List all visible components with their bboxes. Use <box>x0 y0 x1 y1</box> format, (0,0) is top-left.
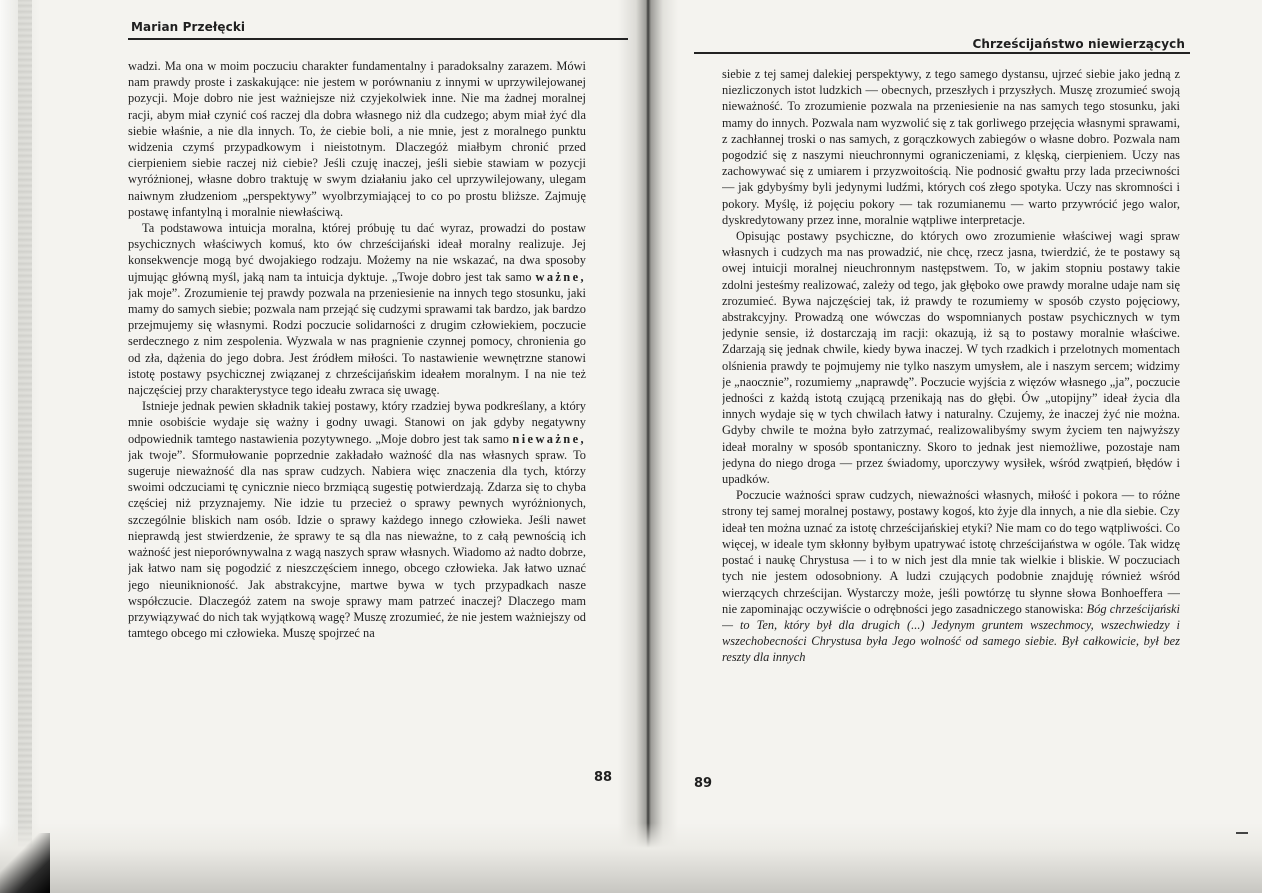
text-run: Ta podstawowa intuicja moralna, której próbuję tu dać wyraz, prowadzi do postaw psychicznych właściwych komuś, kto ów chrześcijański ideał moralny realizuje. Jej konsekwencje mogą być dwojakiego rodzaju. Możemy na nie wskazać, na dwa sposoby ujmując główną myśl, jaką nam ta intuicja dyktuje. „Twoje dobro jest tak samo <box>128 221 586 284</box>
text-run: jak moje”. Zrozumienie tej prawdy pozwala na przeniesienie na innych tego stosunku, jaki mamy do samych siebie; pozwala nam przejąć się cudzymi sprawami tak bardzo, jak bardzo przejmujemy się własnymi. Rodzi poczucie solidarności z drugim człowiekiem, poczucie serdecznego z nim zespolenia. Wyzwala w nas pragnienie czynnej pomocy, chronienia go od zła, dążenia do jego dobra. Jest źródłem miłości. To nastawienie wewnętrzne stanowi istotę postawy psychicznej związanej z chrześcijańskim ideałem moralnym. I na nie też najczęściej przy charakterystyce tego ideału zwraca się uwagę. <box>128 285 586 398</box>
running-head-title: Chrześcijaństwo niewierzących <box>972 37 1185 51</box>
paragraph: siebie z tej samej dalekiej perspektywy, z tego samego dystansu, ujrzeć siebie jako jedną z niezliczonych istot ludzkich — obecnych, przeszłych i przyszłych. Muszę zrozumieć swoją nieważność. To zrozumienie pozwala na przeniesienie na nas samych tego stosunku, jaki mamy do innych. Pozwala nam wyzwolić się z tak gorliwego przejęcia własnymi sprawami, z zachłannej troski o nas samych, z gorączkowych zabiegów o własne dobro. Pozwala nam pogodzić się z naszymi nieuchronnymi ograniczeniami, z klęską, cierpieniem. Uczy nas zachowywać się z umiarem i przyzwoitością. Nie podnosić gwałtu przy lada przeciwności — jak gdybyśmy byli jedynymi ludźmi, których coś złego spotyka. Uczy nas skromności i pokory. Myślę, iż pojęciu pokory — tak rozumianemu — warto przywrócić jego walor, dyskredytowany przez inne, moralnie wątpliwe interpretacje. <box>722 67 1180 227</box>
paragraph: wadzi. Ma ona w moim poczuciu charakter fundamentalny i paradoksalny zarazem. Mówi nam prawdy proste i zaskakujące: nie jestem w porównaniu z innymi w uprzywilejowanej pozycji. Moje dobro nie jest ważniejsze niż czyjekolwiek inne. Nie ma żadnej moralnej racji, abym miał czynić coś raczej dla dobra własnego niż dla cudzego; abym miał żyć dla siebie właśnie, a nie dla innych. To, że ciebie boli, a nie mnie, jest z moralnego punktu widzenia czymś przypadkowym i nieistotnym. Dlaczegóż miałbym chronić przed cierpieniem siebie raczej niż ciebie? Jeśli czuję inaczej, jeśli siebie stawiam w pozycji wyróżnionej, własne dobro traktuję w swym działaniu jako cel uprzywilejowany, ulegam naiwnym złudzeniom „perspektywy” wyolbrzymiającej to co po prostu bliższe. Zajmuję postawę infantylną i moralnie niewłaściwą. <box>128 59 586 219</box>
left-page-text <box>128 58 586 789</box>
spaced-emphasis: ważne, <box>535 269 586 284</box>
paragraph <box>128 220 586 398</box>
header-rule <box>694 52 1190 54</box>
scan-left-edge <box>0 0 70 893</box>
scan-corner <box>0 833 50 893</box>
header-rule <box>128 38 628 40</box>
page-number-right: 89 <box>694 776 713 791</box>
running-head-author: Marian Przełęcki <box>131 20 246 34</box>
scan-mark <box>1236 832 1248 834</box>
book-binding <box>18 0 32 893</box>
text-run: Poczucie ważności spraw cudzych, nieważności własnych, miłość i pokora — to różne strony tej samej moralnej postawy, postawy kogoś, kto żyje dla innych, a nie dla siebie. Czy ideał ten można uznać za istotę chrześcijańskiej etyki? Nie mam co do tego wątpliwości. Co więcej, w ideale tym skłonny byłbym upatrywać istotę chrześcijaństwa w ogóle. Tak widzę postać i naukę Chrystusa — i to w nich jest dla mnie tak wielkie i bliskie. W poczuciach tych nie jestem odosobniony. A ludzi czujących podobnie znajduję również wśród wierzących chrześcijan. Wystarczy może, jeśli powtórzę tu słynne słowa Bonhoeffera — nie zapominając oczywiście o odrębności jego zasadniczego stanowiska: <box>722 488 1180 616</box>
quotation: Bóg chrześcijański — to Ten, który był dla drugich (...) Jedynym gruntem wszechmocy, wszechwiedzy i wszechobecności Chrystusa była Jego wolność od samego siebie. Był całkowicie, był bez reszty dla innych <box>722 601 1180 665</box>
text-run: jak twoje”. Sformułowanie poprzednie zakładało ważność dla nas własnych spraw. To sugeruje nieważność dla nas spraw cudzych. Nabiera więc znaczenia dla tych, którzy swoimi odczuciami tę cynicznie nieco brzmiącą sugestię potwierdzają. Zdarza się to chyba częściej niż przyznajemy. Nie idzie tu przecież o sprawy pewnych wyróżnionych, szczególnie bliskich nam osób. Idzie o sprawy każdego innego człowieka. Jeśli nawet nieprawdą jest stwierdzenie, że sprawy te są dla nas nieważne, to z całą pewnością ich ważność jest nieporównywalna z wagą naszych spraw własnych. Wiadomo aż nadto dobrze, jak łatwo nam się pogodzić z nieszczęściem innego, obcego człowieka. Jak łatwo uznać jego nieuniknioność. Jak abstrakcyjne, martwe bywa w tych przypadkach nasze współczucie. Dlaczegóż zatem na swoje sprawy mam patrzeć inaczej? Dlaczego mam przywiązywać do nich tak wyjątkową wagę? Muszę zrozumieć, że nie jestem ważniejszy od tamtego obcego mi człowieka. Muszę spojrzeć na <box>128 447 586 641</box>
right-page-text <box>722 66 1180 793</box>
spaced-emphasis: nieważne, <box>512 431 586 446</box>
paragraph <box>722 487 1180 665</box>
paragraph: Opisując postawy psychiczne, do których owo zrozumienie właściwej wagi spraw własnych i cudzych ma nas prowadzić, nie chcę, rzecz jasna, twierdzić, że te postawy są owej intuicji moralnej nieuchronnym następstwem. To, w jakim stopniu postawy takie zdolni jesteśmy realizować, zależy od tego, jak głęboko owe prawdy moralne udaje nam się zrozumieć. Bywa najczęściej tak, iż prawdy te rozumiemy w sposób czysto pojęciowy, abstrakcyjny. Prowadzą one wówczas do wspomnianych postaw psychicznych w tym jedynie sensie, iż dostarczają im racji: okazują, iż są to postawy moralnie właściwe. Zdarzają się jednak chwile, kiedy bywa inaczej. W tych rzadkich i przelotnych momentach olśnienia prawdy te pojmujemy nie tylko naszym umysłem, ale i naszym sercem; widzimy je „naocznie”, rozumiemy „naprawdę”. Poczucie wyjścia z więzów własnego „ja”, poczucie jedności z każdą istotą czującą przenikają nas do głębi. Ów „utopijny” ideał życia dla innych wydaje się w tych chwilach łatwy i naturalny. Czujemy, że inaczej żyć nie można. Gdyby chwile te można było zatrzymać, realizowalibyśmy swym życiem ten najwyższy ideał moralny w sposób spontaniczny. Skoro to jednak jest niemożliwe, pozostaje nam jedyna do niego droga — przez świadomy, uporczywy wysiłek, wśród zwątpień, błędów i upadków. <box>722 229 1180 487</box>
paragraph <box>128 398 586 641</box>
book-gutter <box>618 0 678 893</box>
page-number-left: 88 <box>594 770 613 785</box>
scan-bottom-shadow <box>0 823 1262 893</box>
text-run: Istnieje jednak pewien składnik takiej postawy, który rzadziej bywa podkreślany, a który mnie osobiście wydaje się ważny i godny uwagi. Stanowi on jak gdyby negatywny odpowiednik tamtego nastawienia pozytywnego. „Moje dobro jest tak samo <box>128 399 586 446</box>
